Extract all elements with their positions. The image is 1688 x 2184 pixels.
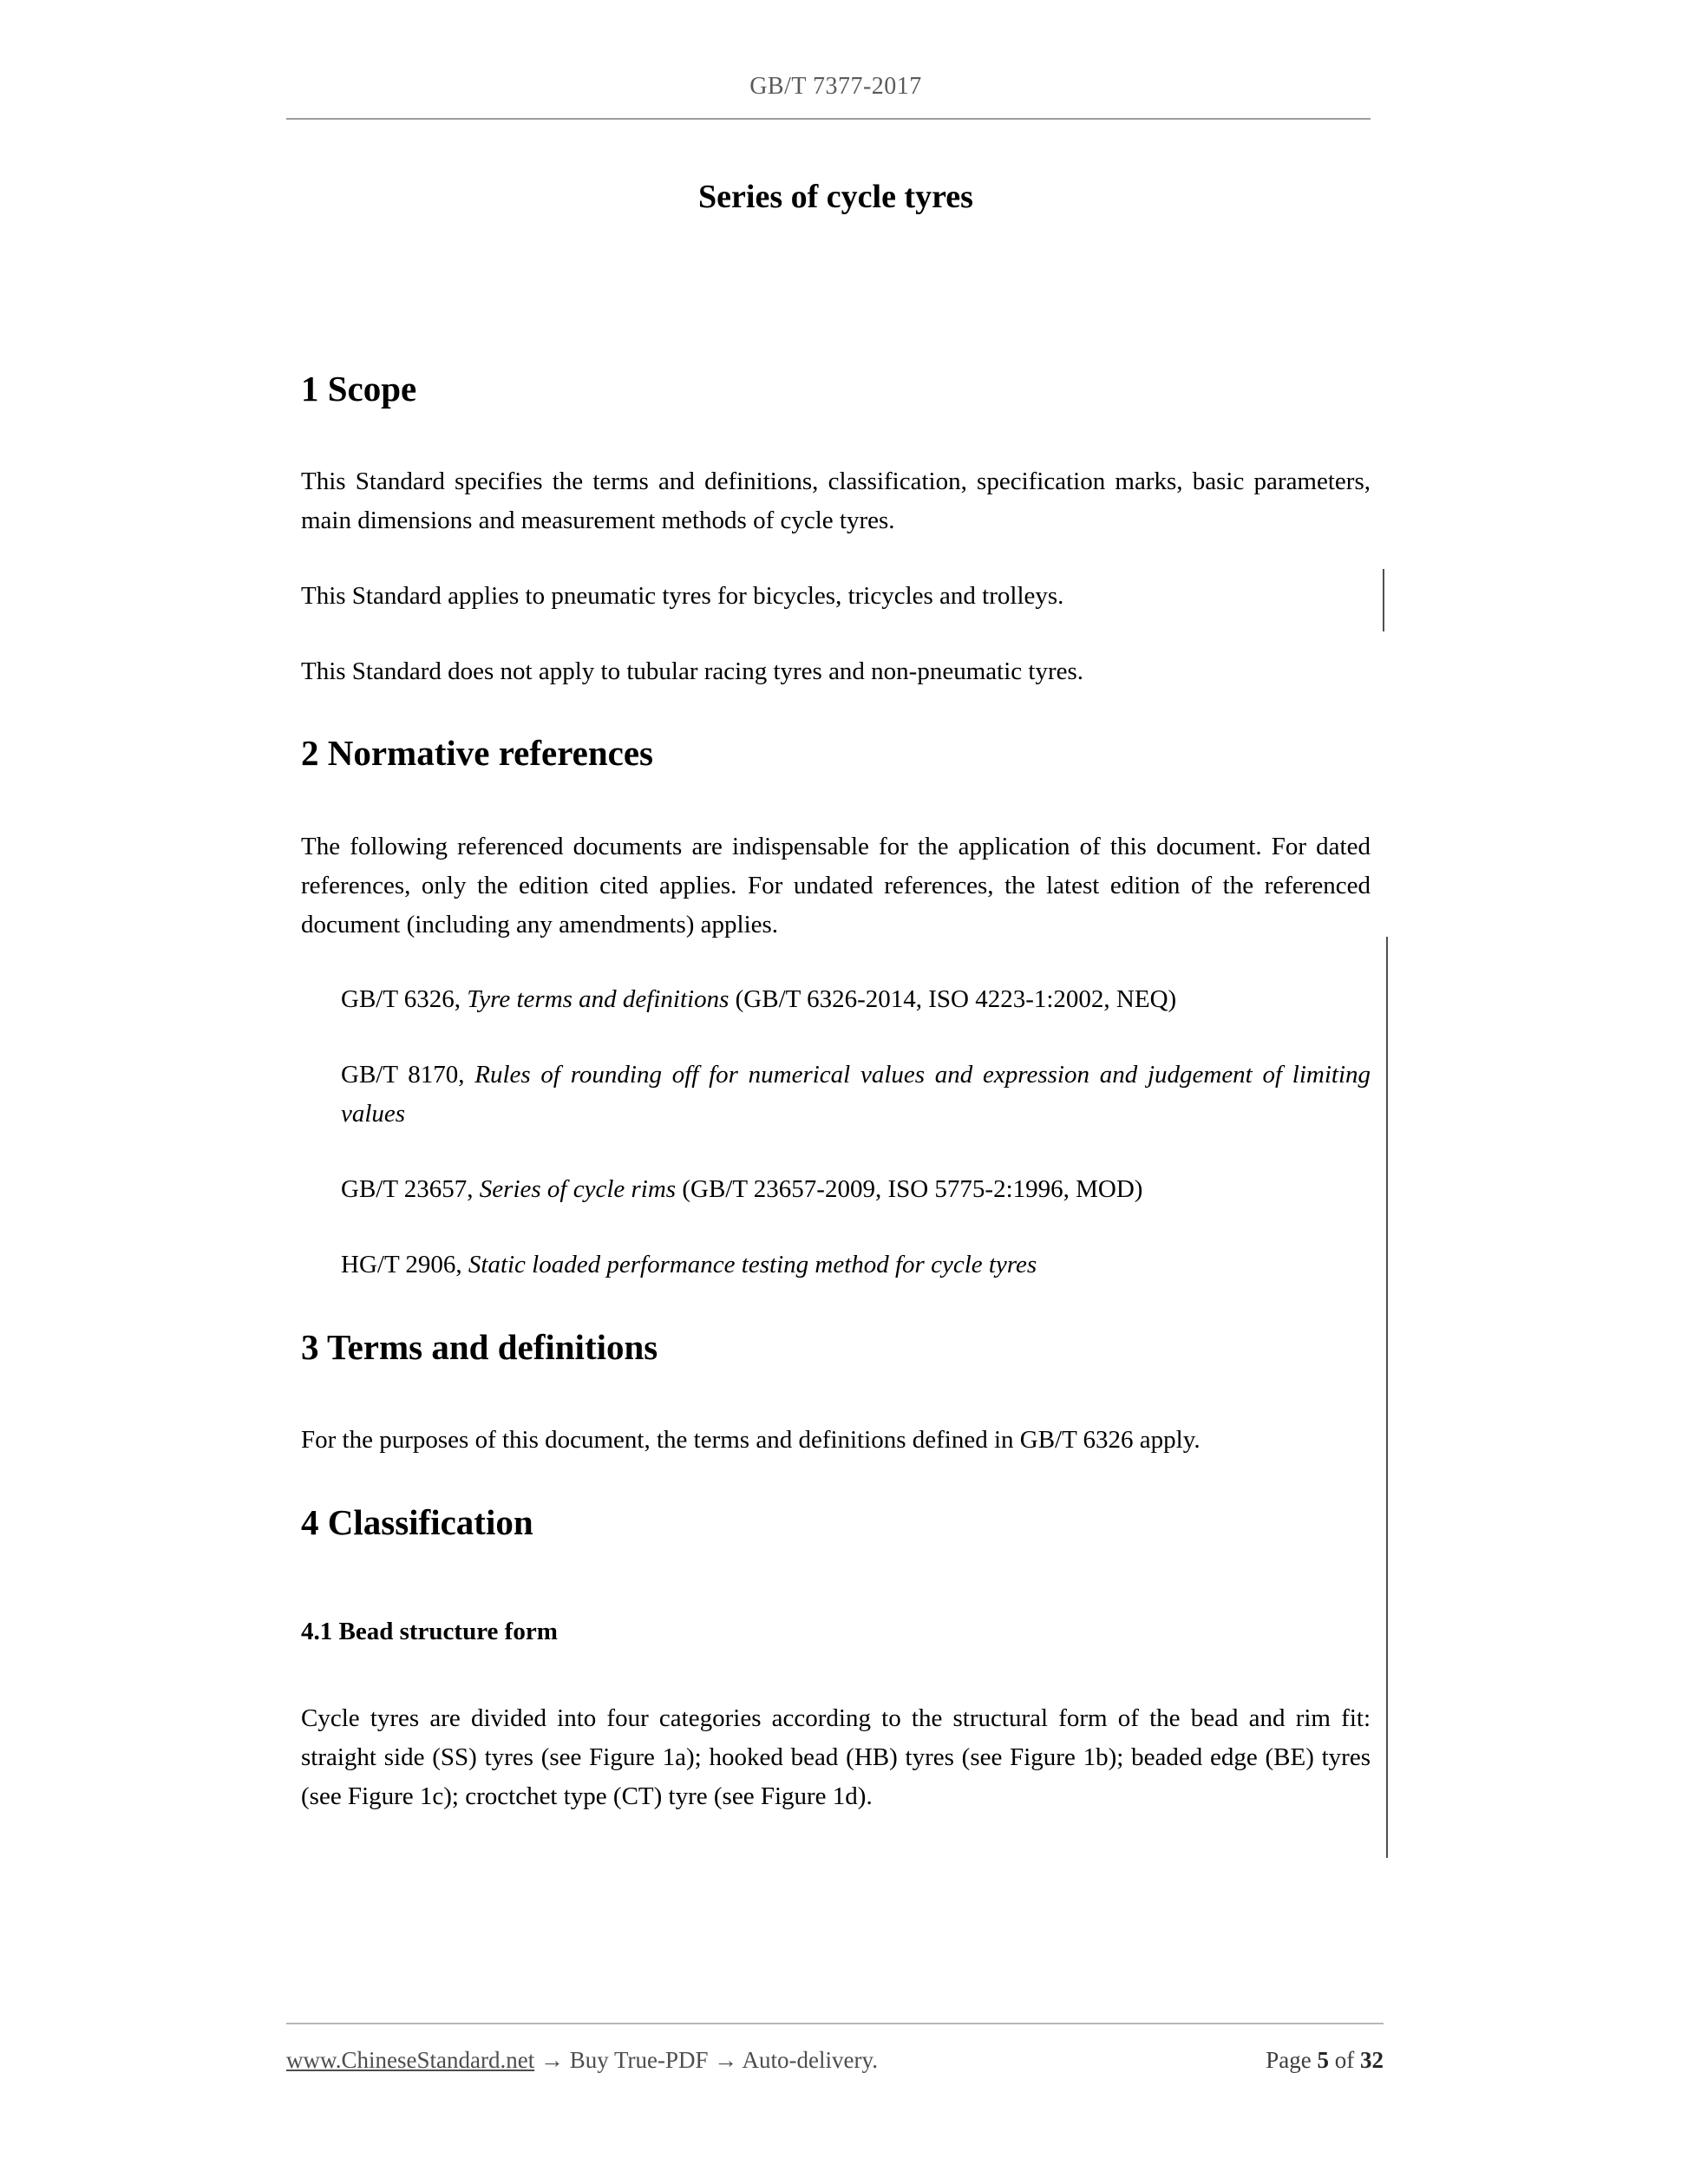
reference-code: GB/T 23657, <box>341 1175 480 1204</box>
page-content <box>301 0 1371 1853</box>
reference-code: GB/T 6326, <box>341 985 468 1014</box>
reference-title: Tyre terms and definitions <box>467 985 730 1014</box>
footer-page-indicator <box>1266 2047 1384 2074</box>
scope-paragraph-3: This Standard does not apply to tubular racing tyres and non-pneumatic tyres. <box>301 657 1084 685</box>
terms-paragraph: For the purposes of this document, the terms and definitions defined in GB/T 6326 apply. <box>301 1426 1201 1455</box>
heading-terms-definitions: 3 Terms and definitions <box>301 1327 658 1368</box>
reference-code: GB/T 8170, <box>341 1061 475 1089</box>
heading-classification: 4 Classification <box>301 1502 533 1543</box>
footer-tagline: → Buy True-PDF → Auto-delivery. <box>534 2047 878 2073</box>
subheading-bead-structure-form: 4.1 Bead structure form <box>301 1618 558 1646</box>
heading-scope: 1 Scope <box>301 368 417 409</box>
document-title: Series of cycle tyres <box>698 179 973 215</box>
page-label: Page <box>1266 2047 1312 2073</box>
scope-paragraph-1: This Standard specifies the terms and definitions, classification, specification marks, basic parameters, main dimensions and measurement methods of cycle tyres. <box>301 467 1371 534</box>
heading-normative-references: 2 Normative references <box>301 733 654 774</box>
reference-detail: (GB/T 6326-2014, ISO 4223-1:2002, NEQ) <box>729 985 1177 1014</box>
reference-title: Rules of rounding off for numerical values and expression and judgement of limiting values <box>341 1061 1371 1128</box>
doc-number: GB/T 7377-2017 <box>749 73 922 100</box>
page-header <box>301 0 1371 120</box>
reference-item-3 <box>341 1170 1371 1209</box>
reference-item-4 <box>341 1246 1371 1285</box>
reference-item-2 <box>341 1056 1371 1134</box>
revision-change-bar-1 <box>1383 569 1384 631</box>
footer-link[interactable]: www.ChineseStandard.net <box>286 2047 535 2073</box>
header-divider <box>286 118 1371 120</box>
classification-paragraph: Cycle tyres are divided into four categories according to the structural form of the bead and rim fit: straight side (SS) tyres (see Figure 1a); hooked bead (HB) tyres (see Figure 1b); beaded edge (BE) tyres (see Figure 1c); croctchet type (CT) tyre (see Figure 1d). <box>301 1704 1371 1811</box>
normative-intro: The following referenced documents are indispensable for the application of this document. For dated references, only the edition cited applies. For undated references, the latest edition of the referenced document (including any amendments) applies. <box>301 832 1371 938</box>
reference-title: Series of cycle rims <box>479 1175 677 1204</box>
page-number: 5 <box>1317 2047 1329 2073</box>
reference-item-1 <box>341 980 1371 1019</box>
footer-source-line <box>286 2047 878 2074</box>
reference-detail: (GB/T 23657-2009, ISO 5775-2:1996, MOD) <box>676 1175 1143 1204</box>
total-pages: 32 <box>1360 2047 1384 2073</box>
scope-paragraph-2: This Standard applies to pneumatic tyres for bicycles, tricycles and trolleys. <box>301 581 1064 610</box>
of-label: of <box>1334 2047 1355 2073</box>
revision-change-bar-2 <box>1386 937 1388 1858</box>
page-footer <box>286 2023 1384 2074</box>
reference-code: HG/T 2906, <box>341 1251 468 1279</box>
reference-title: Static loaded performance testing method for cycle tyres <box>468 1251 1037 1279</box>
